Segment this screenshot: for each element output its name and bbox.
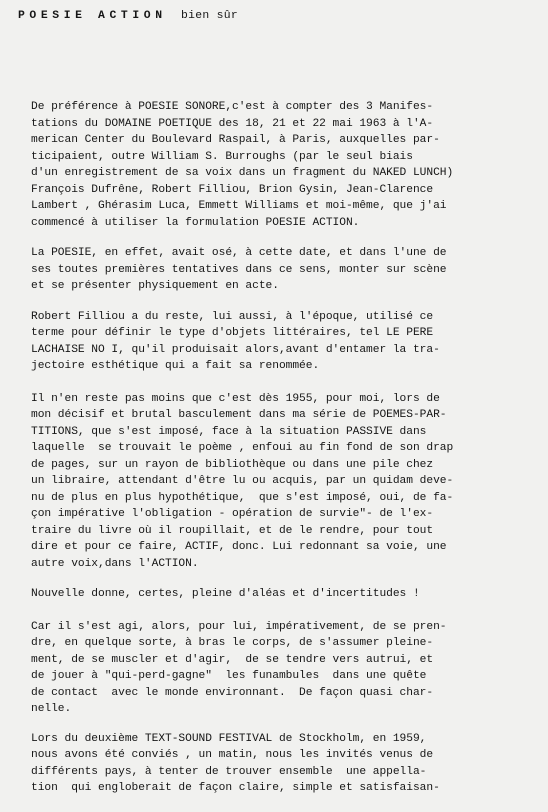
text-line: de contact avec le monde environnant. De façon quasi char-: [31, 686, 434, 699]
text-line: nu de plus en plus hypothétique, que s'est imposé, oui, de fa-: [31, 491, 454, 504]
header-brand: POESIE ACTION: [18, 10, 167, 22]
text-line: laquelle se trouvait le poème , enfoui au fin fond de son drap: [31, 442, 454, 454]
text-line: Il n'en reste pas moins que c'est dès 1955, pour moi, lors de: [31, 392, 440, 405]
paragraph-se-prendre: [31, 619, 541, 718]
paragraph-filliou: [31, 309, 541, 375]
text-line: merican Center du Boulevard Raspail, à Paris, auxquelles par-: [31, 134, 440, 146]
text-line: dire et pour ce faire, ACTIF, donc. Lui redonnant sa voie, une: [31, 541, 447, 553]
text-line: jectoire esthétique qui a fait sa renommée.: [31, 360, 320, 372]
text-line: Nouvelle donne, certes, pleine d'aléas et d'incertitudes !: [31, 588, 420, 600]
text-line: Lambert , Ghérasim Luca, Emmett Williams et moi-même, que j'ai: [31, 200, 447, 212]
paragraph-poemes-partitions: [31, 391, 541, 573]
paragraph-poesie-scene: [31, 245, 541, 295]
text-line: çon impérative l'obligation - opération de survie"- de l'ex-: [31, 508, 434, 520]
text-line: Car il s'est agi, alors, pour lui, impérativement, de se pren-: [31, 620, 447, 633]
text-line: autre voix,dans l'ACTION.: [31, 557, 199, 570]
text-line: différents pays, à tenter de trouver ensemble une appella-: [31, 765, 427, 778]
text-line: terme pour définir le type d'objets littéraires, tel LE PERE: [31, 327, 434, 339]
text-line: ses toutes premières tentatives dans ce sens, monter sur scène: [31, 263, 447, 276]
text-line: ment, de se muscler et d'agir, de se tendre vers autrui, et: [31, 653, 434, 666]
text-line: ticipaient, outre William S. Burroughs (par le seul biais: [31, 150, 413, 163]
text-line: de pages, sur un rayon de bibliothèque ou dans une pile chez: [31, 458, 434, 471]
text-line: un libraire, attendant d'être lu ou acquis, par un quidam deve-: [31, 475, 454, 487]
paragraph-nouvelle-donne: [31, 586, 541, 603]
text-line: De préférence à POESIE SONORE,c'est à compter des 3 Manifes-: [31, 101, 434, 113]
text-line: de jouer à "qui-perd-gagne" les funambules dans une quête: [31, 670, 427, 682]
text-line: mon décisif et brutal basculement dans ma série de POEMES-PAR-: [31, 409, 447, 421]
text-line: TITIONS, que s'est imposé, face à la situation PASSIVE dans: [31, 425, 427, 438]
text-line: Lors du deuxième TEXT-SOUND FESTIVAL de Stockholm, en 1959,: [31, 732, 427, 745]
text-line: tion qui engloberait de façon claire, simple et satisfaisan-: [31, 782, 440, 794]
text-line: Robert Filliou a du reste, lui aussi, à l'époque, utilisé ce: [31, 310, 434, 323]
text-line: La POESIE, en effet, avait osé, à cette date, et dans l'une de: [31, 247, 447, 259]
text-line: François Dufrêne, Robert Filliou, Brion Gysin, Jean-Clarence: [31, 183, 434, 196]
text-line: tations du DOMAINE POETIQUE des 18, 21 et 22 mai 1963 à l'A-: [31, 117, 434, 130]
paragraph-stockholm: [31, 731, 541, 797]
paragraph-domaine-poetique: [31, 99, 541, 231]
header-suffix: bien sûr: [180, 10, 239, 22]
text-line: dre, en quelque sorte, à bras le corps, de s'assumer pleine-: [31, 637, 434, 649]
text-line: commencé à utiliser la formulation POESIE ACTION.: [31, 216, 360, 229]
text-line: et se présenter physiquement en acte.: [31, 280, 279, 292]
text-line: LACHAISE NO I, qu'il produisait alors,avant d'entamer la tra-: [31, 343, 440, 356]
document-header: [18, 10, 238, 22]
text-line: nous avons été conviés , un matin, nous les invités venus de: [31, 749, 434, 761]
text-line: d'un enregistrement de sa voix dans un fragment du NAKED LUNCH): [31, 167, 454, 179]
text-line: traire du livre où il roupillait, et de le rendre, pour tout: [31, 524, 434, 537]
document-body: [31, 99, 541, 797]
text-line: nelle.: [31, 703, 72, 715]
